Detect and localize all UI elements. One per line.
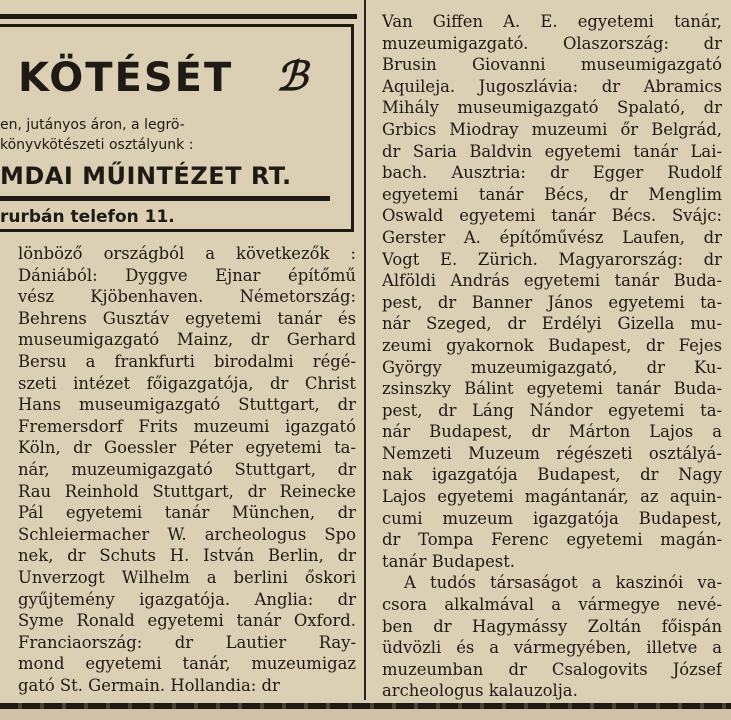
text-line: Dániából: Dyggve Ejnar építőmű [18,265,356,285]
text-line: Lajos egyetemi magántanár, az aquin- [382,487,722,507]
ad-ornament-icon: ℬ [276,53,308,100]
text-line: Syme Ronald egyetemi tanár Oxford. [18,611,356,631]
text-line: Hans museumigazgató Stuttgart, dr [18,395,356,415]
text-line: szeti intézet főigazgatója, dr Christ [18,373,356,393]
bottom-strip [0,709,731,720]
text-line: ben dr Hagymássy Zoltán főispán [382,616,722,636]
text-line: nak igazgatója Budapest, dr Nagy [382,465,722,485]
ad-company-name: MDAI MŰINTÉZET RT. [0,162,292,190]
text-line: dr Saria Baldvin egyetemi tanár Lai- [382,141,722,161]
text-line: György muzeumigazgató, dr Ku- [382,357,722,377]
ad-company-rule [0,196,330,201]
ad-phone-line: rurbán telefon 11. [0,207,175,227]
text-line: lönböző országból a következők : [18,244,356,263]
text-line: nár Szeged, dr Erdélyi Gizella mu- [382,314,722,334]
text-line: Nemzeti Muzeum régészeti osztályá- [382,443,722,463]
ad-text-line-2: könyvkötészeti osztályunk : [0,137,194,153]
text-line: nek, dr Schuts H. István Berlin, dr [18,546,356,566]
text-line: Pál egyetemi tanár München, dr [18,503,356,523]
text-line: pest, dr Láng Nándor egyetemi ta- [382,400,722,420]
text-line: Grbics Miodray muzeumi őr Belgrád, [382,119,722,139]
text-line: Vogt E. Zürich. Magyarország: dr [382,249,722,269]
text-line: nár, muzeumigazgató Stuttgart, dr [18,459,356,479]
text-line: dr Tompa Ferenc egyetemi magán- [382,530,722,550]
text-line: gató St. Germain. Hollandia: dr [18,675,280,695]
text-line: Oswald egyetemi tanár Bécs. Svájc: [382,206,722,226]
text-line: Behrens Gusztáv egyetemi tanár és [18,308,356,328]
text-line: vész Kjöbenhaven. Németország: [18,287,356,307]
text-line: tanár Budapest. [382,551,515,571]
text-line: A tudós társaságot a kaszinói va- [404,573,722,593]
text-line: Rau Reinhold Stuttgart, dr Reinecke [18,481,356,501]
text-line: Brusin Giovanni museumigazgató [382,55,722,75]
text-line: Köln, dr Goessler Péter egyetemi ta- [18,438,356,458]
text-line: Van Giffen A. E. egyetemi tanár, [382,12,722,31]
text-line: zsinszky Bálint egyetemi tanár Buda- [382,379,722,399]
text-line: Alföldi András egyetemi tanár Buda- [382,271,722,291]
text-line: üdvözli és a vármegyében, illetve a [382,638,722,658]
text-line: csora alkalmával a vármegye nevé- [382,595,722,615]
text-line: Mihály museumigazgató Spalató, dr [382,98,722,118]
advertisement-box [0,14,357,230]
text-line: Franciaország: dr Lautier Ray- [18,632,356,652]
ad-headline: KÖTÉSÉT [18,55,234,101]
text-line: Aquileja. Jugoszlávia: dr Abramics [382,76,722,96]
text-line: archeologus kalauzolja. [382,681,578,701]
left-text-column [18,243,356,696]
text-line: museumigazgató Mainz, dr Gerhard [18,330,356,350]
text-line: Schleiermacher W. archeologus Spo [18,524,356,544]
ad-text-line-1: en, jutányos áron, a legrö- [0,117,185,133]
right-text-column [382,11,722,702]
text-line: bach. Ausztria: dr Egger Rudolf [382,163,722,183]
text-line: Gerster A. építőművész Laufen, dr [382,227,722,247]
column-divider [364,0,366,700]
text-line: pest, dr Banner János egyetemi ta- [382,292,722,312]
text-line: mond egyetemi tanár, muzeumigaz [18,654,356,674]
text-line: Bersu a frankfurti birodalmi régé- [18,351,356,371]
text-line: Fremersdorf Frits muzeumi igazgató [18,416,356,436]
text-line: cumi muzeum igazgatója Budapest, [382,508,722,528]
text-line: gyűjtemény igazgatója. Anglia: dr [18,589,356,609]
text-line: nár Budapest, dr Márton Lajos a [382,422,722,442]
ad-top-rule [0,14,357,19]
text-line: muzeumigazgató. Olaszország: dr [382,33,722,53]
text-line: zeumi gyakornok Budapest, dr Fejes [382,335,722,355]
text-line: muzeumban dr Csalogovits József [382,659,722,679]
text-line: Unverzogt Wilhelm a berlini őskori [18,567,356,587]
text-line: egyetemi tanár Bécs, dr Menglim [382,184,722,204]
